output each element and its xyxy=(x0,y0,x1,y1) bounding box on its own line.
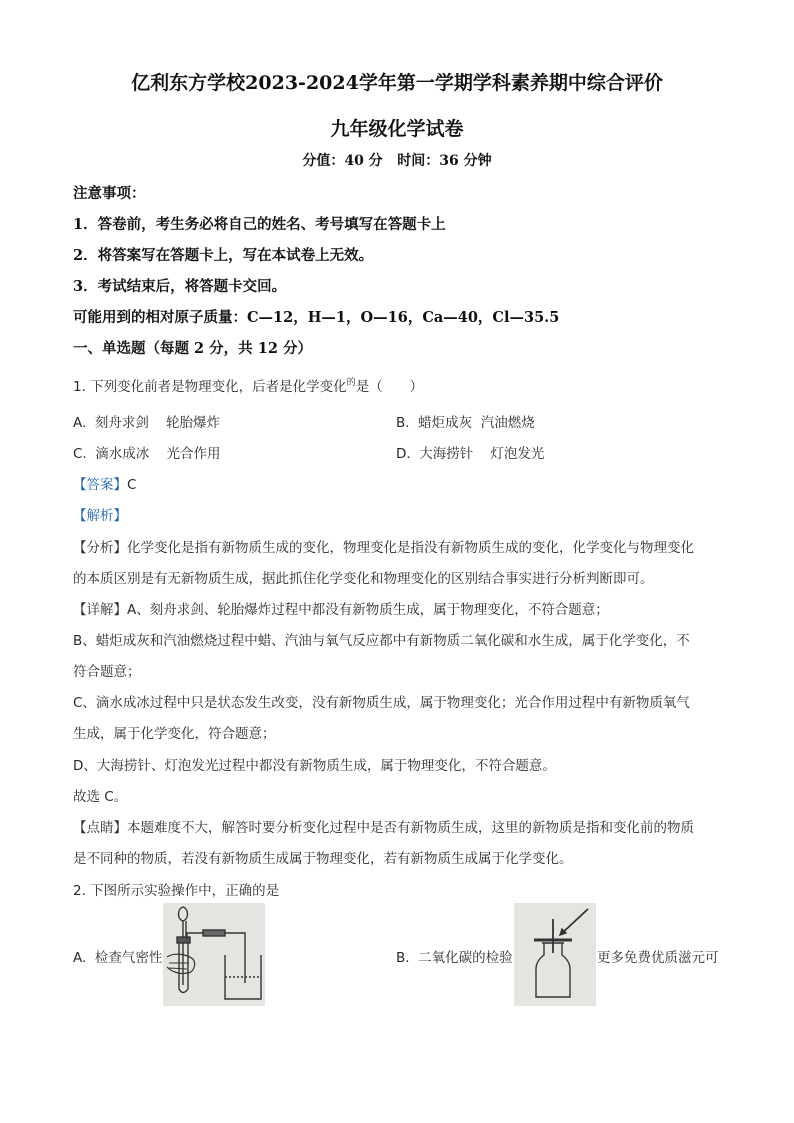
airtightness-apparatus-drawing xyxy=(163,903,265,1006)
note-item-3: 3．考试结束后，将答题卡交回。 xyxy=(73,278,287,295)
q1-option-b: B. 蜡炬成灰 汽油燃烧 xyxy=(396,415,535,431)
co2-test-figure xyxy=(514,903,596,1006)
q2-option-a-label: A. 检查气密性 xyxy=(73,950,163,966)
q1-stem xyxy=(73,375,423,395)
xiangjie-line-a xyxy=(73,598,609,618)
page-subtitle: 九年级化学试卷 xyxy=(330,118,464,140)
dianjing-line-2: 是不同种的物质，若没有新物质生成属于物理变化，若有新物质生成属于化学变化。 xyxy=(73,851,573,867)
explain-b-line-2: 符合题意； xyxy=(73,664,141,680)
fenxi-line-1 xyxy=(73,536,694,556)
note-item-2: 2．将答案写在答题卡上，写在本试卷上无效。 xyxy=(73,247,374,264)
explain-c-line-1: C、滴水成冰过程中只是状态发生改变，没有新物质生成，属于物理变化；光合作用过程中有新物质氧气 xyxy=(73,695,690,711)
atomic-mass-line: 可能用到的相对原子质量：C—12，H—1，O—16，Ca—40，Cl—35.5 xyxy=(73,309,560,326)
watermark-text: 更多免费优质滋元可 xyxy=(597,950,719,966)
section-1-heading: 一、单选题（每题 2 分，共 12 分） xyxy=(73,340,312,357)
co2-test-apparatus-drawing xyxy=(514,903,596,1006)
answer-value: C xyxy=(127,477,137,493)
q2-stem: 2. 下图所示实验操作中，正确的是 xyxy=(73,883,280,899)
analysis-tag: 【解析】 xyxy=(73,508,127,524)
fenxi-tag: 【分析】 xyxy=(73,540,127,556)
conclusion: 故选 C。 xyxy=(73,789,128,805)
q1-stem-paren: 是（ ） xyxy=(355,379,424,395)
q1-option-c: C. 滴水成冰 光合作用 xyxy=(73,446,221,462)
q2-option-b-label: B. 二氧化碳的检验 xyxy=(396,950,513,966)
q1-option-d: D. 大海捞针 灯泡发光 xyxy=(396,446,545,462)
q1-option-a: A. 刻舟求剑 轮胎爆炸 xyxy=(73,415,221,431)
q1-answer xyxy=(73,473,136,493)
dianjing-text-1: 本题难度不大，解答时要分析变化过程中是否有新物质生成，这里的新物质是指和变化前的物质 xyxy=(127,820,694,836)
airtightness-check-figure xyxy=(163,903,265,1006)
xiangjie-tag: 【详解】 xyxy=(73,602,127,618)
explain-d-line: D、大海捞针、灯泡发光过程中都没有新物质生成，属于物理变化，不符合题意。 xyxy=(73,758,556,774)
dianjing-tag: 【点睛】 xyxy=(73,820,127,836)
fenxi-line-2: 的本质区别是有无新物质生成，据此抓住化学变化和物理变化的区别结合事实进行分析判断即可。 xyxy=(73,571,654,587)
note-item-1: 1．答卷前，考生务必将自己的姓名、考号填写在答题卡上 xyxy=(73,216,446,233)
notes-heading: 注意事项： xyxy=(73,185,146,202)
q1-stem-sup: 的 xyxy=(346,378,356,388)
fenxi-text-1: 化学变化是指有新物质生成的变化，物理变化是指没有新物质生成的变化，化学变化与物理变化 xyxy=(127,540,694,556)
explain-c-line-2: 生成，属于化学变化，符合题意； xyxy=(73,726,276,742)
answer-tag: 【答案】 xyxy=(73,477,127,493)
q1-stem-text: 1. 下列变化前者是物理变化，后者是化学变化 xyxy=(73,379,347,395)
xiangjie-text-a: A、刻舟求剑、轮胎爆炸过程中都没有新物质生成，属于物理变化，不符合题意； xyxy=(127,602,609,618)
explain-b-line-1: B、蜡炬成灰和汽油燃烧过程中蜡、汽油与氧气反应都中有新物质二氧化碳和水生成，属于化学变化，不 xyxy=(73,633,690,649)
score-time-meta: 分值：40 分 时间：36 分钟 xyxy=(302,153,492,169)
page-title: 亿利东方学校2023-2024学年第一学期学科素养期中综合评价 xyxy=(131,72,663,94)
dianjing-line-1 xyxy=(73,816,694,836)
